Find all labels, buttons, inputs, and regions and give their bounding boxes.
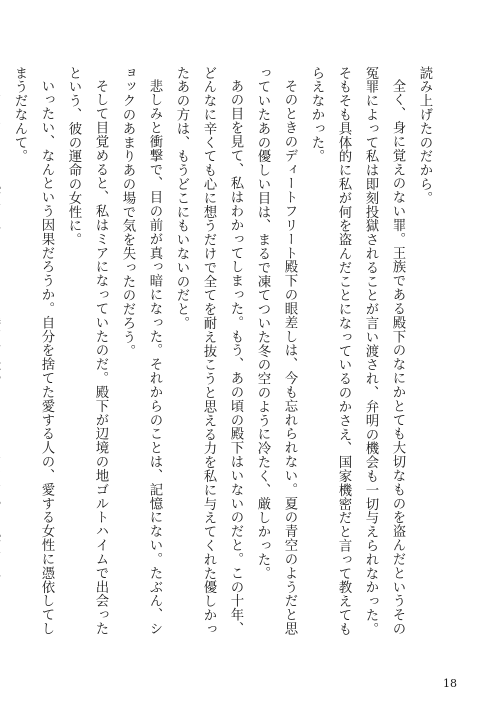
paragraph: あの目を見て、私はわかってしまった。もう、あの頃の殿下はいないのだと。この十年、どんなに辛くても心に想うだけで全てを耐え抜こうと思える力を私に与えてくれた優しかったあの方は、もうどこにもいないのだと。 bbox=[174, 66, 243, 636]
paragraph: 悲しみと衝撃で、目の前が真っ暗になった。それからのことは、記憶にない。たぶん、ショックのあまりあの場で気を失ったのだろう。 bbox=[120, 66, 162, 636]
paragraph: いったい、なんという因果だろうか。自分を捨てた愛する人の、愛する女性に憑依してしまうだなんて。 bbox=[12, 66, 54, 636]
paragraph: そして目覚めると、私はミアになっていたのだ。殿下が辺境の地ゴルトハイムで出会ったという、彼の運命の女性に。 bbox=[66, 66, 108, 636]
paragraph: 全く、身に覚えのない罪。王族である殿下のなにかとても大切なものを盗んだというその冤罪によって私は即刻投獄されることが言い渡され、弁明の機会も一切与えられなかった。そもそも具体的に私が何を盗んだことになっているのかさえ、国家機密だと言って教えてもらえなかった。 bbox=[309, 66, 405, 636]
body-text bbox=[12, 66, 438, 636]
paragraph: 読み上げたのだから。 bbox=[417, 66, 432, 205]
page-number: 18 bbox=[443, 677, 457, 690]
paragraph bbox=[0, 66, 6, 636]
paragraph: そのときのディートフリート殿下の眼差しは、今も忘れられない。夏の青空のようだと思っていたあの優しい目は、まるで凍てついた冬の空のように冷たく、厳しかった。 bbox=[255, 66, 297, 636]
